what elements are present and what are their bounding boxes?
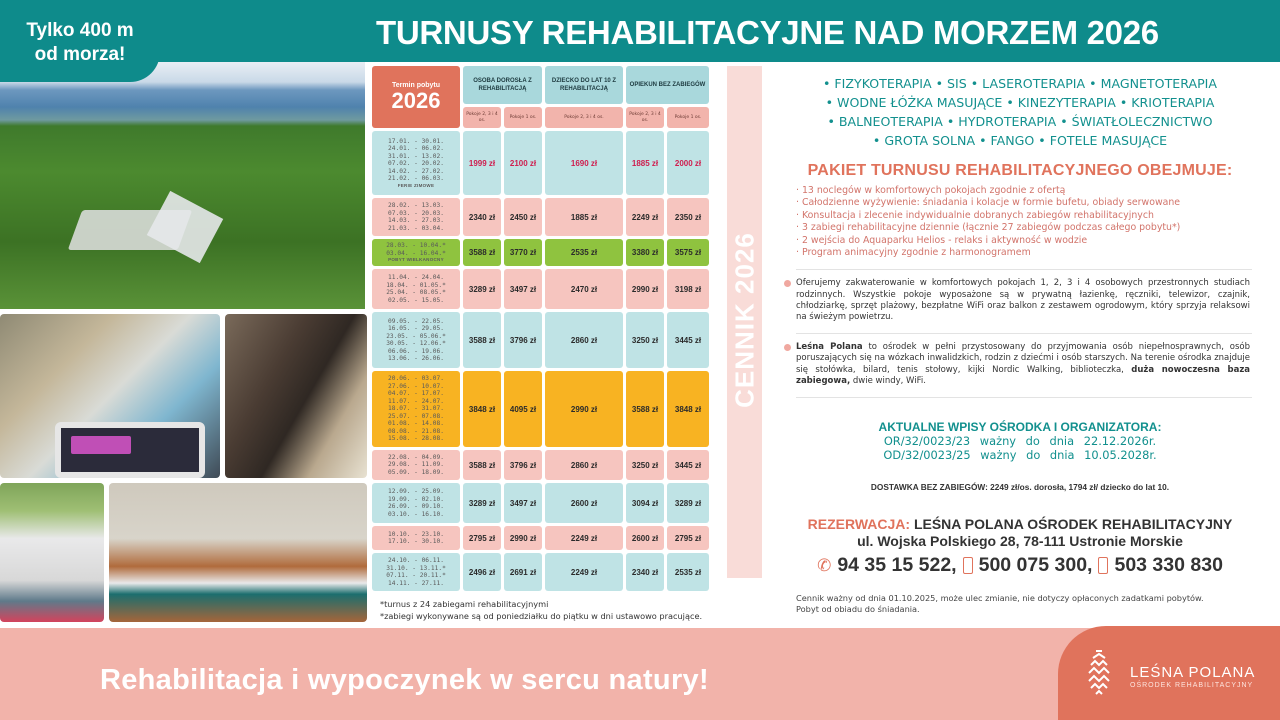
bullet-icon — [784, 280, 791, 287]
price-cell: 2450 zł — [504, 198, 542, 236]
salt-grotto-photo — [0, 483, 104, 622]
device-screen — [55, 422, 205, 478]
price-cell: 3250 zł — [626, 312, 664, 368]
price-cell: 2496 zł — [463, 553, 501, 591]
package-item: · Całodzienne wyżywienie: śniadania i kolacje w formie bufetu, obiady serwowane — [796, 197, 1181, 209]
price-cell: 3198 zł — [667, 269, 709, 309]
divider — [796, 269, 1252, 270]
pine-cone-logo-icon — [1087, 648, 1111, 698]
footnotes — [380, 598, 702, 622]
price-cell: 2860 zł — [545, 450, 623, 480]
price-cell: 3497 zł — [504, 483, 542, 523]
table-row-dates: 28.02. - 13.03. 07.03. - 20.03. 14.03. - 27.03. 21.03. - 03.04. — [372, 198, 460, 236]
massage-chairs-photo — [225, 314, 367, 478]
price-cell: 2600 zł — [545, 483, 623, 523]
resort-building-wing — [147, 191, 223, 263]
price-cell: 3380 zł — [626, 239, 664, 266]
registration-line: OR/32/0023/23 ważny do dnia 22.12.2026r. — [883, 434, 1157, 449]
price-cell: 3289 zł — [463, 483, 501, 523]
package-item: · Program animacyjny zgodnie z harmonogramem — [796, 247, 1031, 259]
price-cell: 3848 zł — [463, 371, 501, 447]
package-item: · 2 wejścia do Aquaparku Helios - relaks i aktywność w wodzie — [796, 234, 1088, 246]
price-cell: 3094 zł — [626, 483, 664, 523]
price-cell: 2340 zł — [463, 198, 501, 236]
phone-landline[interactable]: 94 35 15 522, — [837, 554, 957, 577]
subheader-guardian-single: Pokoje 1 os. — [667, 107, 709, 128]
photo-collage — [0, 62, 370, 622]
therapies-list — [780, 74, 1260, 150]
price-cell: 3289 zł — [463, 269, 501, 309]
table-row-dates: 20.06. - 03.07. 27.06. - 10.07. 04.07. - 17.07. 11.07. - 24.07. 18.07. - 31.07. 25.07. - 07.08. 01.08. - 14.08. 08.08. - 21.08. 15.08. - 28.08. — [372, 371, 460, 447]
header-guardian: OPIEKUN BEZ ZABIEGÓW — [626, 66, 709, 104]
price-cell: 2350 zł — [667, 198, 709, 236]
footnote-1: *turnus z 24 zabiegami rehabilitacyjnymi — [380, 599, 549, 609]
price-table — [372, 66, 762, 591]
price-cell: 2340 zł — [626, 553, 664, 591]
registrations-title: AKTUALNE WPISY OŚRODKA I ORGANIZATORA: — [878, 420, 1162, 435]
table-row-dates: 12.09. - 25.09. 19.09. - 02.10. 26.09. - 09.10. 03.10. - 16.10. — [372, 483, 460, 523]
subheader-guardian-multi: Pokoje 2, 3 i 4 os. — [626, 107, 664, 128]
price-cell: 2535 zł — [545, 239, 623, 266]
bullet-icon — [784, 344, 791, 351]
price-cell: 2600 zł — [626, 526, 664, 550]
mobile-phone-icon — [963, 557, 973, 574]
price-cell: 2249 zł — [626, 198, 664, 236]
reservation-block — [780, 516, 1260, 550]
price-cell: 3770 zł — [504, 239, 542, 266]
price-cell: 2249 zł — [545, 553, 623, 591]
price-cell: 2691 zł — [504, 553, 542, 591]
price-cell: 3588 zł — [463, 312, 501, 368]
price-cell: 2249 zł — [545, 526, 623, 550]
phone-mobile-1[interactable]: 500 075 300, — [978, 554, 1093, 577]
hotel-room-photo — [109, 483, 367, 622]
therapies-line: • BALNEOTERAPIA • HYDROTERAPIA • ŚWIATŁOLECZNICTWO — [827, 114, 1213, 129]
price-cell: 2795 zł — [463, 526, 501, 550]
phone-mobile-2[interactable]: 503 330 830 — [1114, 554, 1223, 577]
reservation-address: ul. Wojska Polskiego 28, 78-111 Ustronie Morskie — [857, 533, 1183, 550]
header-adult: OSOBA DOROSŁA Z REHABILITACJĄ — [463, 66, 542, 104]
price-cell: 1690 zł — [545, 131, 623, 195]
price-cell: 2860 zł — [545, 312, 623, 368]
accommodation-paragraph: Oferujemy zakwaterowanie w komfortowych pokojach 1, 2, 3 i 4 osobowych przestronnych studiach rodzinnych. Wszystkie pokoje wyposażone są w prywatną łazienkę, ręczniki, telewizor, czajnik, chłodziarkę, sprzęt plażowy, bezpłatne WiFi oraz balkon z zestawem ogrodowym, który sprzyja relaksowi na świeżym powietrzu. — [780, 278, 1260, 323]
price-cell: 2000 zł — [667, 131, 709, 195]
therapies-line: • GROTA SOLNA • FANGO • FOTELE MASUJĄCE — [872, 133, 1168, 148]
package-item: · 3 zabiegi rehabilitacyjne dziennie (łącznie 27 zabiegów podczas całego pobytu*) — [796, 222, 1181, 234]
price-cell: 2795 zł — [667, 526, 709, 550]
facility-name: Leśna Polana — [796, 342, 863, 353]
subheader-adult-multi: Pokoje 2, 3 i 4 os. — [463, 107, 501, 128]
price-cell: 3588 zł — [626, 371, 664, 447]
price-validity-note: Cennik ważny od dnia 01.10.2025, może ulec zmianie, nie dotyczy opłaconych zadatkami pobytów. Pobyt od obiadu do śniadania. — [796, 593, 1204, 615]
footnote-2: *zabiegi wykonywane są od poniedziałku do piątku w dni ustawowo pracujące. — [380, 611, 703, 621]
tagline-line1: Tylko 400 m — [26, 20, 134, 41]
price-cell: 2990 zł — [626, 269, 664, 309]
package-item: · Konsultacja i zlecenie indywidualnie dobranych zabiegów rehabilitacyjnych — [796, 209, 1154, 221]
tagline-line2: od morza! — [34, 44, 126, 65]
divider — [796, 397, 1252, 398]
logo-name: LEŚNA POLANA — [1130, 664, 1256, 681]
mobile-phone-icon — [1098, 557, 1108, 574]
divider — [796, 333, 1252, 334]
header-child: DZIECKO DO LAT 10 Z REHABILITACJĄ — [545, 66, 623, 104]
price-cell: 3575 zł — [667, 239, 709, 266]
price-cell: 2470 zł — [545, 269, 623, 309]
price-cell: 3497 zł — [504, 269, 542, 309]
price-cell: 3289 zł — [667, 483, 709, 523]
facility-highlight: duża nowoczesna baza zabiegowa, — [796, 364, 1251, 386]
package-list — [780, 185, 1260, 259]
price-cell: 3796 zł — [504, 450, 542, 480]
price-cell: 2990 zł — [545, 371, 623, 447]
price-cell: 3445 zł — [667, 450, 709, 480]
table-row-dates: 11.04. - 24.04. 18.04. - 01.05.* 25.04. - 08.05.* 02.05. - 15.05. — [372, 269, 460, 309]
facility-paragraph: Leśna Polana to ośrodek w pełni przystosowany do przyjmowania osób niepełnosprawnych, osób poruszających się na wózkach inwalidzkich, rodzin z dziećmi i osób starszych. Na terenie ośrodka znajduje się stołówka, bilard, tenis stołowy, kijki Nordic Walking, biblioteczka, duża nowoczesna baza zabiegowa, dwie windy, WiFi. — [780, 342, 1260, 387]
registration-line: OD/32/0023/25 ważny do dnia 10.05.2028r. — [883, 448, 1157, 463]
tagline-badge — [0, 0, 160, 82]
footer-slogan: Rehabilitacja i wypoczynek w sercu natury! — [100, 664, 709, 696]
subheader-child-multi: Pokoje 2, 3 i 4 os. — [545, 107, 623, 128]
price-cell: 2990 zł — [504, 526, 542, 550]
reservation-label: REZERWACJA: — [807, 516, 911, 533]
aerial-forest-sea-photo — [0, 62, 365, 309]
phone-icon: ✆ — [817, 555, 832, 575]
price-cell: 3588 zł — [463, 239, 501, 266]
price-cell: 1885 zł — [626, 131, 664, 195]
subheader-adult-single: Pokoje 1 os. — [504, 107, 542, 128]
therapies-line: • FIZYKOTERAPIA • SIS • LASEROTERAPIA • MAGNETOTERAPIA — [822, 76, 1218, 91]
phone-numbers — [780, 554, 1260, 577]
price-cell: 3445 zł — [667, 312, 709, 368]
therapy-treatment-photo — [0, 314, 220, 478]
price-cell: 3848 zł — [667, 371, 709, 447]
table-row-dates: 10.10. - 23.10. 17.10. - 30.10. — [372, 526, 460, 550]
table-row-dates: 09.05. - 22.05. 16.05. - 29.05. 23.05. - 05.06.* 30.05. - 12.06.* 06.06. - 19.06. 13.06. - 26.06. — [372, 312, 460, 368]
table-row-dates: 22.08. - 04.09. 29.08. - 11.09. 05.09. - 18.09. — [372, 450, 460, 480]
price-cell: 2535 zł — [667, 553, 709, 591]
info-panel — [780, 70, 1260, 615]
table-row-dates: 24.10. - 06.11. 31.10. - 13.11.* 07.11. - 20.11.* 14.11. - 27.11. — [372, 553, 460, 591]
extra-bed-info: DOSTAWKA BEZ ZABIEGÓW: 2249 zł/os. dorosła, 1794 zł/ dziecko do lat 10. — [870, 482, 1170, 493]
price-cell: 3588 zł — [463, 450, 501, 480]
price-cell: 2100 zł — [504, 131, 542, 195]
registrations — [780, 420, 1260, 462]
therapies-line: • WODNE ŁÓŻKA MASUJĄCE • KINEZYTERAPIA • KRIOTERAPIA — [825, 95, 1215, 110]
price-cell: 1999 zł — [463, 131, 501, 195]
term-header: Termin pobytu 2026 — [372, 66, 460, 128]
package-item: · 13 noclegów w komfortowych pokojach zgodnie z ofertą — [796, 185, 1066, 196]
price-cell: 3796 zł — [504, 312, 542, 368]
price-cell: 1885 zł — [545, 198, 623, 236]
price-cell: 3250 zł — [626, 450, 664, 480]
table-row-dates: 28.03. - 10.04.* 03.04. - 16.04.* POBYT WIELKANOCNY — [372, 239, 460, 266]
package-title: PAKIET TURNUSU REHABILITACYJNEGO OBEJMUJE: — [807, 162, 1233, 179]
price-cell: 4095 zł — [504, 371, 542, 447]
page-title: TURNUSY REHABILITACYJNE NAD MORZEM 2026 — [376, 14, 1159, 51]
table-row-dates: 17.01. - 30.01. 24.01. - 06.02. 31.01. - 13.02. 07.02. - 20.02. 14.02. - 27.02. 21.02. - 06.03. FERIE ZIMOWE — [372, 131, 460, 195]
reservation-name: LEŚNA POLANA OŚRODEK REHABILITACYJNY — [910, 516, 1233, 533]
logo-subtitle: OŚRODEK REHABILITACYJNY — [1130, 682, 1254, 689]
